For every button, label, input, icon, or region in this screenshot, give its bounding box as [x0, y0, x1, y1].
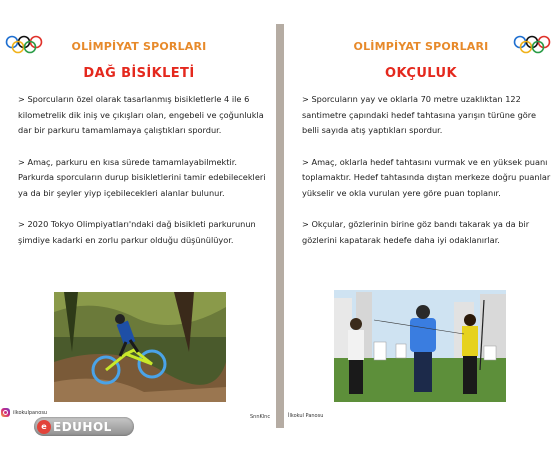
instagram-icon — [1, 408, 10, 417]
author-credit: SnnKlnc — [250, 414, 271, 420]
paragraph-list — [302, 92, 552, 264]
paragraph: > Sporcuların yay ve oklarla 70 metre uzaklıktan 122 santimetre çapındaki hedef tahtasına yarışın türüne göre belli sayıda atış yaptıkları spordur. — [302, 94, 537, 135]
left-page — [4, 24, 274, 434]
series-title: OLİMPİYAT SPORLARI — [71, 40, 207, 53]
paragraph: > Okçular, gözlerinin birine göz bandı takarak ya da bir gözlerini kapatarak hedefe daha iyi odaklanırlar. — [302, 219, 530, 245]
right-page — [286, 24, 556, 428]
source-credit: İlkokul Panosu — [288, 413, 324, 419]
paragraph: > Amaç, oklarla hedef tahtasını vurmak ve en yüksek puanı toplamaktır. Hedef tahtasında dıştan merkeze doğru puanlar yükselir ve okla vurulan yere göre puan toplanır. — [302, 156, 551, 198]
book-gutter — [276, 24, 284, 428]
series-title: OLİMPİYAT SPORLARI — [353, 40, 489, 53]
paragraph-list — [18, 92, 268, 264]
logo-text: EDUHOL — [53, 419, 112, 434]
archers-photo — [334, 290, 506, 402]
paragraph: > Sporcuların özel olarak tasarlanmış bisikletlerle 4 ile 6 kilometrelik dik iniş ve çıkışları olan, engebeli ve çoğunlukla dar bir parkuru tamamlamaya çalıştıkları spordur. — [18, 94, 264, 135]
sport-title: DAĞ BİSİKLETİ — [83, 66, 195, 81]
mountain-biker-photo — [54, 292, 226, 402]
eduhol-logo — [34, 417, 134, 436]
paragraph: > 2020 Tokyo Olimpiyatları'ndaki dağ bisikleti parkurunun şimdiye kadarki en zorlu parkur olduğu düşünülüyor. — [18, 219, 256, 245]
instagram-handle — [1, 408, 47, 417]
logo-mark-icon: e — [37, 420, 51, 434]
handle-text: ilkokulpanosu — [13, 409, 48, 416]
sport-title: OKÇULUK — [385, 66, 457, 81]
paragraph: > Amaç, parkuru en kısa sürede tamamlayabilmektir. Parkurda sporcuların durup bisikletlerini tamir edebilecekleri ya da bir şeyler yiyp içebilecekleri alanlar bulunur. — [18, 156, 266, 198]
